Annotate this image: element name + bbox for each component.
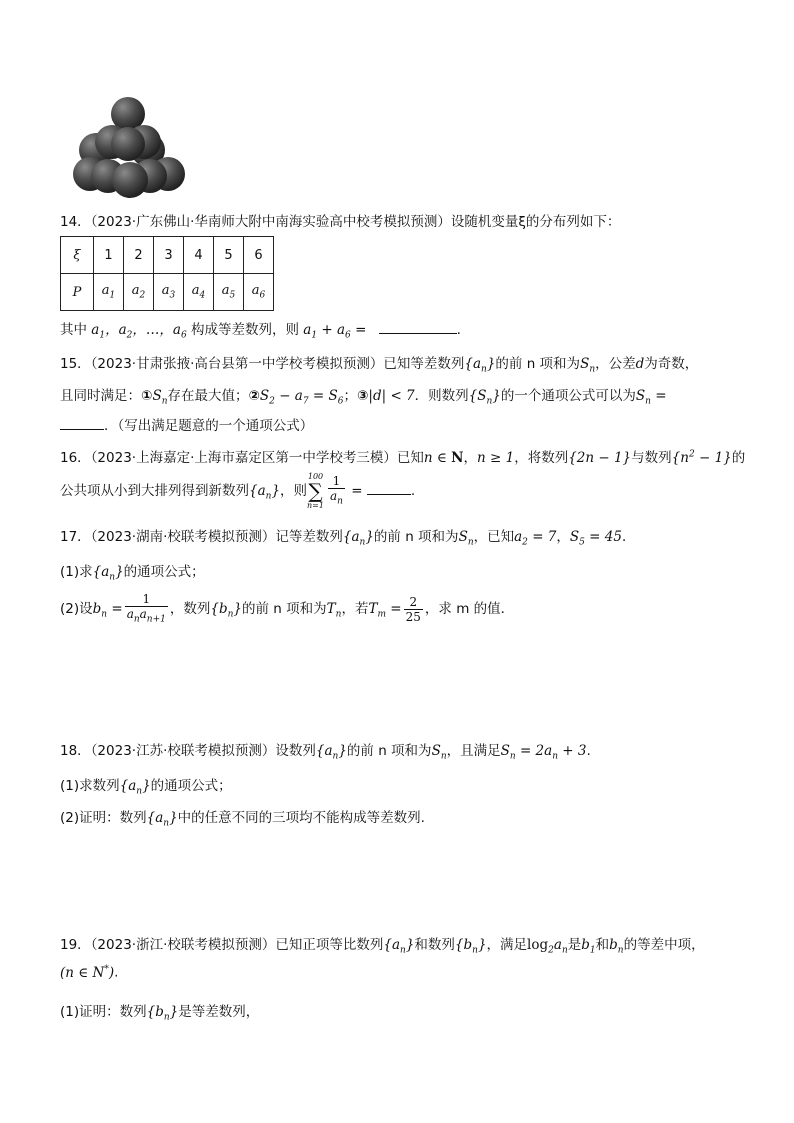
q15-text: ．则数列 [414,388,469,404]
q15-number: 15． [60,356,91,372]
q17-text: 记等差数列 [275,529,343,545]
q19-line1 [60,933,705,956]
table-row [61,274,274,311]
q16-number: 16． [60,450,91,466]
stacked-balls-figure [64,92,194,202]
q18-number: 18． [60,743,91,759]
math-seq-2n-1: {2n − 1} [568,450,632,466]
q15-text: 为奇数， [644,356,699,372]
q17-line1: 17．（2023·湖南·校联考模拟预测）记等差数列$\{a_n\}$的前 n 项和为$S_n$，已知$a_2 = 7$，$S_5 = 45$． [60,529,636,548]
table-cell: 6 [244,237,274,274]
math-Sn-eq: $S_n$ = [635,388,667,407]
q17-text: 的前 n 项和为 [373,529,459,545]
q16-text: 公共项从小到大排列得到新数列 [60,483,249,499]
q14-line1 [60,210,620,230]
answer-blank[interactable] [60,416,104,430]
math-seq-b: $\{b_n\}$ [210,601,242,620]
q17-text: (2)设 [60,601,93,618]
math-Sn-eq: $S_n = 2a_n + 3$ [500,743,587,762]
q17-part2 [60,592,514,626]
math-seq-a: $\{a_n\}$ [146,810,178,829]
math-seq-a: $\{a_n\}$ [119,778,151,797]
math-seq-S: $\{S_n\}$ [468,388,501,407]
table-cell: $a_4$ [184,274,214,311]
q18-text: 的前 n 项和为 [346,743,432,759]
q19-text: (1)证明：数列 [60,1004,147,1020]
math-summation: 100 ∑ n=1 [307,472,324,510]
math-fraction: $\frac{1}{a_na_{n+1}}$ [126,592,166,625]
q15-line1 [60,352,698,375]
math-seq-a: $\{a_n\}$ [315,743,347,762]
q16-text: 的 [731,450,746,466]
q18-text: (2)证明：数列 [60,810,147,826]
math-cond3: |d| < 7 [368,388,415,404]
math-seq-a: $\{a_n\}$ [249,483,281,502]
q17-text: ，求 m 的值． [424,601,515,618]
q17-text: 的前 n 项和为 [242,601,327,618]
table-cell: P [61,274,94,311]
math-Tn: $T_n$ [326,601,342,620]
q18-text: (1)求数列 [60,778,120,794]
math-fraction: $\frac{1}{a_n}$ [329,473,343,507]
q16-text: 与数列 [631,450,672,466]
q17-text: (1)求 [60,564,93,580]
table-row [61,237,274,274]
q15-circle-3: ③ [356,388,369,404]
math-Tm: $T_m$ = [368,601,402,620]
q19-text: 已知正项等比数列 [275,937,384,953]
q17-text: ，数列 [169,601,211,618]
ball [111,127,145,161]
q17-text: ，若 [341,601,369,618]
q19-text: 是等差数列， [178,1004,260,1020]
q17-text: ． [621,529,636,545]
q19-line2: (n ∈ N*). [60,964,119,981]
q19-part1 [60,1000,259,1023]
answer-blank[interactable] [379,320,457,334]
q18-line1: 18．（2023·江苏·校联考模拟预测）设数列$\{a_n\}$的前 n 项和为$S_n$，且满足$S_n = 2a_n + 3$. [60,743,591,762]
math-seq-a: $\{a_n\}$ [342,529,374,548]
q16-source: （2023·上海嘉定·上海市嘉定区第一中学校考三模） [90,450,397,466]
sum-upper: 100 [307,472,324,481]
q15-circle-2: ② [248,388,260,404]
table-cell: ξ [61,237,94,274]
math-Sn: $S_n$ [152,388,168,407]
q17-text: ，已知 [473,529,515,545]
math-n-in-N: n ∈ N [423,450,464,466]
math-n-in-Nstar: (n ∈ N*) [60,964,115,981]
math-given: $S_5 = 45$ [569,529,622,548]
math-seq-b: $\{b_n\}$ [454,937,487,956]
q15-line2: 且同时满足：$①S_n$存在最大值；$②S_2 - a_7 = S_6$；③|d| < 7．则数列$\{S_n\}$的一个通项公式可以为$S_n$ = [60,388,667,407]
table-cell: $a_3$ [154,274,184,311]
math-seq-a: $\{a_n\}$ [92,564,124,583]
q15-text: 存在最大值； [167,388,249,404]
q19-text: 的等差中项， [623,937,705,953]
table-cell: $a_1$ [94,274,124,311]
q14-eq: = [355,322,367,338]
math-n-ge-1: n ≥ 1 [477,450,515,466]
q15-line3 [60,414,313,434]
q17-part1 [60,560,205,583]
q18-text: 设数列 [275,743,316,759]
math-seq-n2-1: $\{n^2 - 1\}$ [671,449,732,466]
math-bn: $b_n$ [609,937,624,956]
q15-source: （2023·甘肃张掖·高台县第一中学校考模拟预测） [90,356,384,372]
q18-source: （2023·江苏·校联考模拟预测） [90,743,276,759]
table-cell: $a_5$ [214,274,244,311]
math-d: d [635,356,645,372]
table-cell: $a_6$ [244,274,274,311]
table-cell: 2 [124,237,154,274]
q18-part1 [60,774,232,797]
math-Sn: $S_n$ [458,529,474,548]
q15-circle-1: ① [141,388,153,404]
ball [112,162,148,198]
math-Sn: $S_n$ [580,356,596,375]
sum-lower: n=1 [307,501,324,510]
q18-part2 [60,806,425,829]
table-cell: 3 [154,237,184,274]
q19-text: 和 [595,937,610,953]
table-cell: 5 [214,237,244,274]
q15-text: 且同时满足： [60,388,141,404]
q15-text: 的一个通项公式可以为 [500,388,636,404]
q14-prefix: 其中 [60,322,87,338]
math-cond2: $S_2 - a_7 = S_6$ [259,388,344,407]
distribution-table [60,236,274,311]
q14-mid: 构成等差数列，则 [190,322,299,338]
q14-text: 设随机变量ξ的分布列如下： [450,214,621,230]
q16-text: ，将数列 [514,450,569,466]
q16-text: ，则 [280,483,308,499]
q14-expression: $a_1 + a_6$ [303,322,351,341]
math-bn-def: $b_n$ = [92,601,123,620]
q19-source: （2023·浙江·校联考模拟预测） [90,937,276,953]
math-b1: $b_1$ [581,937,596,956]
q15-text: ．（写出满足题意的一个通项公式） [104,418,314,434]
q17-number: 17． [60,529,91,545]
q14-number: 14． [60,214,91,230]
q15-text: ，公差 [595,356,636,372]
table-cell: 1 [94,237,124,274]
math-Sn: $S_n$ [431,743,447,762]
q14-source: （2023·广东佛山·华南师大附中南海实验高中校考模拟预测） [90,214,451,230]
q19-text: 是 [567,937,582,953]
math-seq-a: $\{a_n\}$ [464,356,496,375]
q18-text: 中的任意不同的三项均不能构成等差数列. [177,810,425,826]
q17-source: （2023·湖南·校联考模拟预测） [90,529,276,545]
q15-text: 已知等差数列 [383,356,465,372]
math-given: $a_2 = 7$ [514,529,557,548]
q15-text: 的前 n 项和为 [495,356,581,372]
table-cell: $a_2$ [124,274,154,311]
math-log: $\log_2a_n$ [527,937,568,956]
q14-line2: 其中 $a_1$，$a_2$，…，$a_6$ 构成等差数列，则 $a_1 + a_6$ = . [60,322,461,341]
table-cell: 4 [184,237,214,274]
answer-blank[interactable] [367,481,411,495]
math-seq-a: $\{a_n\}$ [383,937,415,956]
q16-text: 已知 [396,450,424,466]
q14-sequence-terms: $a_1$，$a_2$，…，$a_6$ [91,322,187,341]
q16-line1: 16．（2023·上海嘉定·上海市嘉定区第一中学校考三模）已知n ∈ N，n ≥ 1，将数列{2n − 1}与数列$\{n^2 - 1\}$的 [60,449,746,466]
q18-text: 的通项公式； [150,778,232,794]
math-seq-b: $\{b_n\}$ [146,1004,179,1023]
q19-text: ，满足 [486,937,528,953]
q19-text: 和数列 [414,937,455,953]
math-fraction: $\frac{2}{25}$ [405,594,421,624]
q18-text: ，且满足 [446,743,501,759]
q17-text: 的通项公式； [123,564,205,580]
q19-number: 19． [60,937,91,953]
q16-line2: 公共项从小到大排列得到新数列$\{a_n\}$，则 100 ∑ n=1 $\frac{1}{a_n}$ = . [60,472,416,510]
